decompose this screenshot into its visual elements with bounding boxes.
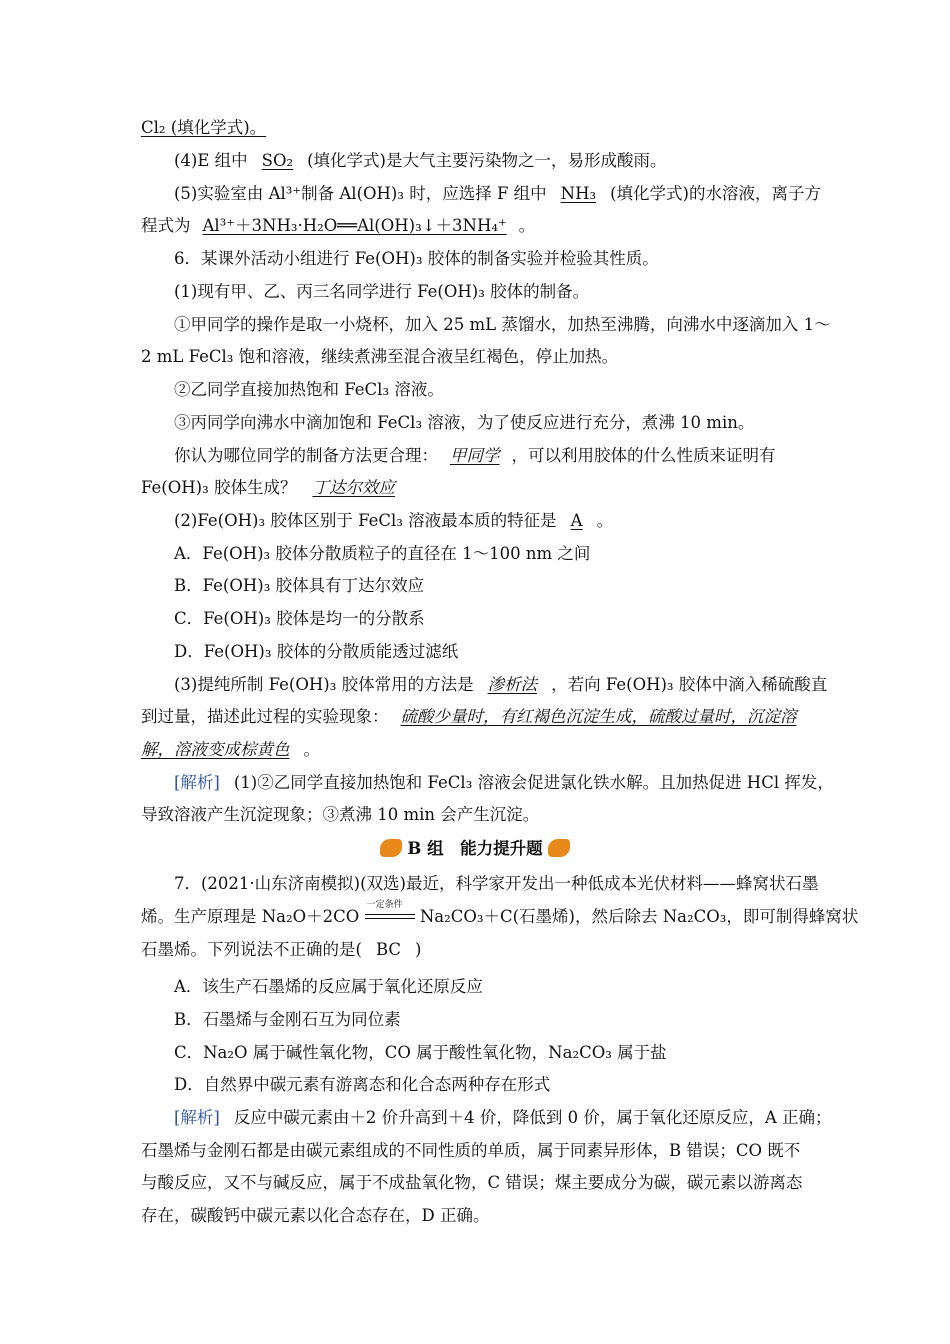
question-7-title: 7．(2021·山东济南模拟)(双选)最近，科学家开发出一种低成本光伏材料——蜂窝状石墨 [174, 874, 819, 893]
line-jia: ①甲同学的操作是取一小烧杯，加入 25 mL 蒸馏水，加热至沸腾，向沸水中逐滴加入 1～ [174, 315, 831, 334]
answer-a: A [570, 511, 583, 530]
line-phenomenon-cont: 解，溶液变成棕黄色 。 [141, 740, 320, 759]
line-q5: (5)实验室由 Al³⁺制备 Al(OH)₃ 时，应选择 F 组中 NH₃ (填化学式)的水溶液，离子方 [174, 184, 821, 203]
line-yi: ②乙同学直接加热饱和 FeCl₃ 溶液。 [174, 380, 444, 399]
analysis-6: [解析] (1)②乙同学直接加热饱和 FeCl₃ 溶液会促进氯化铁水解。且加热促进 HCl 挥发， [174, 773, 834, 792]
line-phenomenon: 到过量，描述此过程的实验现象： 硫酸少量时，有红褐色沉淀生成，硫酸过量时，沉淀溶 [141, 707, 797, 726]
line-cl2 [141, 116, 813, 140]
line-q6-1: (1)现有甲、乙、丙三名同学进行 Fe(OH)₃ 胶体的制备。 [174, 282, 590, 301]
section-header [0, 837, 950, 861]
q7-option-a: A．该生产石墨烯的反应属于氧化还原反应 [174, 977, 483, 996]
line-bing: ③丙同学向沸水中滴加饱和 FeCl₃ 溶液，为了使反应进行充分，煮沸 10 min。 [174, 413, 755, 432]
answer-tyndall: 丁达尔效应 [312, 478, 395, 497]
analysis-7: [解析] 反应中碳元素由＋2 价升高到＋4 价，降低到 0 价，属于氧化还原反应，A 正确； [174, 1108, 832, 1127]
answer-so2: SO₂ [261, 151, 294, 170]
analysis-6-cont: 导致溶液产生沉淀现象；③煮沸 10 min 会产生沉淀。 [141, 805, 540, 824]
answer-cl2: Cl₂ (填化学式)。 [141, 118, 267, 137]
analysis-tag: [解析] [174, 773, 220, 792]
answer-dialysis: 渗析法 [487, 675, 538, 694]
q7-option-b: B．石墨烯与金刚石互为同位素 [174, 1010, 401, 1029]
line-reaction: 烯。生产原理是 Na₂O＋2CO 一定条件 Na₂CO₃＋C(石墨烯)，然后除去 Na₂CO₃，即可制得蜂窝状 [141, 905, 813, 929]
condition-equals: 一定条件 [365, 905, 415, 929]
answer-phenomenon: 硫酸少量时，有红褐色沉淀生成，硫酸过量时，沉淀溶 [400, 707, 797, 726]
line-q4: (4)E 组中 SO₂ (填化学式)是大气主要污染物之一，易形成酸雨。 [174, 151, 667, 170]
section-right-icon [548, 839, 570, 857]
answer-nh3: NH₃ [560, 184, 597, 203]
line-property: Fe(OH)₃ 胶体生成？ 丁达尔效应 [141, 476, 813, 500]
option-d: D．Fe(OH)₃ 胶体的分散质能透过滤纸 [174, 642, 459, 661]
line-jia-cont: 2 mL FeCl₃ 饱和溶液，继续煮沸至混合液呈红褐色，停止加热。 [141, 347, 619, 366]
answer-phenomenon-cont: 解，溶液变成棕黄色 [141, 740, 290, 759]
q7-option-c: C．Na₂O 属于碱性氧化物，CO 属于酸性氧化物，Na₂CO₃ 属于盐 [174, 1043, 667, 1062]
analysis-tag: [解析] [174, 1108, 220, 1127]
analysis-7-cont2: 与酸反应，又不与碱反应，属于不成盐氧化物，C 错误；煤主要成分为碳，碳元素以游离态 [141, 1173, 803, 1192]
answer-bc: BC [375, 940, 401, 959]
line-which: 你认为哪位同学的制备方法更合理： 甲同学 ，可以利用胶体的什么性质来证明有 [174, 446, 776, 465]
section-title: B 组 能力提升题 [407, 839, 543, 858]
section-left-icon [380, 839, 402, 857]
answer-equation: Al³⁺＋3NH₃·H₂O══Al(OH)₃↓＋3NH₄⁺ [202, 216, 507, 235]
option-c: C．Fe(OH)₃ 胶体是均一的分散系 [174, 609, 425, 628]
analysis-7-cont3: 存在，碳酸钙中碳元素以化合态存在，D 正确。 [141, 1206, 490, 1225]
analysis-7-cont1: 石墨烯与金刚石都是由碳元素组成的不同性质的单质，属于同素异形体，B 错误；CO 既不 [141, 1141, 801, 1160]
line-q6-2: (2)Fe(OH)₃ 胶体区别于 FeCl₃ 溶液最本质的特征是 A 。 [174, 511, 614, 530]
question-6-title: 6．某课外活动小组进行 Fe(OH)₃ 胶体的制备实验并检验其性质。 [174, 249, 659, 268]
line-q7-ask: 石墨烯。下列说法不正确的是( BC ) [141, 940, 422, 959]
line-ionic-equation: 程式为 Al³⁺＋3NH₃·H₂O══Al(OH)₃↓＋3NH₄⁺ 。 [141, 216, 536, 235]
answer-jia: 甲同学 [450, 446, 500, 465]
line-q6-3: (3)提纯所制 Fe(OH)₃ 胶体常用的方法是 渗析法 ，若向 Fe(OH)₃ 胶体中滴入稀硫酸直 [174, 675, 828, 694]
option-a: A．Fe(OH)₃ 胶体分散质粒子的直径在 1～100 nm 之间 [174, 544, 591, 563]
q7-option-d: D．自然界中碳元素有游离态和化合态两种存在形式 [174, 1075, 551, 1094]
option-b: B．Fe(OH)₃ 胶体具有丁达尔效应 [174, 576, 425, 595]
